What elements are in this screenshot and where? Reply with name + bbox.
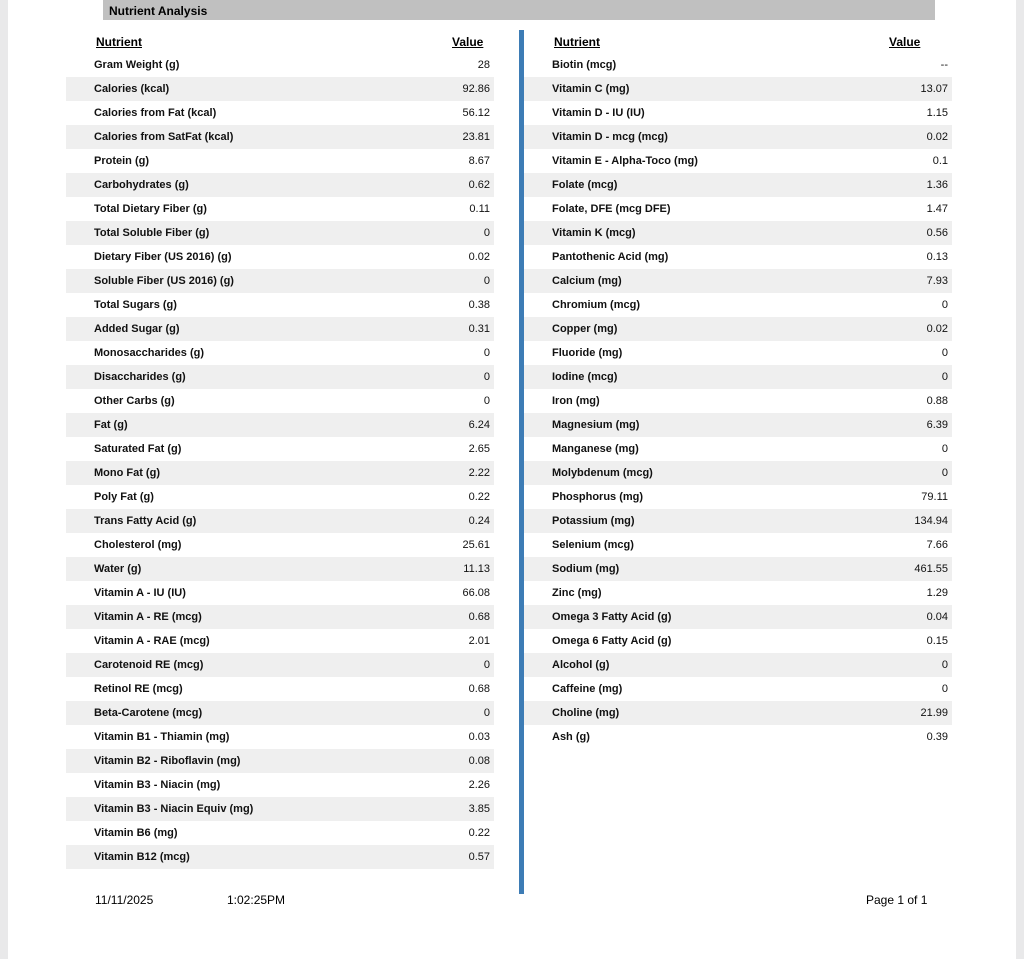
nutrient-row [66,701,494,725]
nutrient-value: 0 [941,347,948,359]
nutrient-row [524,269,952,293]
nutrient-value: 0.39 [926,731,948,743]
nutrient-row [66,773,494,797]
nutrient-name: Omega 6 Fatty Acid (g) [552,635,672,647]
nutrient-row [524,77,952,101]
nutrient-row [66,149,494,173]
nutrient-name: Carbohydrates (g) [94,179,189,191]
nutrient-row [66,461,494,485]
nutrient-row [66,797,494,821]
nutrient-value: 0 [941,659,948,671]
nutrient-name: Dietary Fiber (US 2016) (g) [94,251,232,263]
nutrient-value: 11.13 [463,563,490,575]
nutrient-value: 0.1 [932,155,948,167]
nutrient-value: 0 [483,227,490,239]
nutrient-row [66,293,494,317]
report-date: 11/11/2025 [95,893,154,907]
nutrient-row [524,221,952,245]
nutrient-name: Trans Fatty Acid (g) [94,515,197,527]
nutrient-value: 0.13 [926,251,948,263]
nutrient-value: 2.65 [468,443,490,455]
nutrient-row [524,557,952,581]
nutrient-row [66,365,494,389]
nutrient-name: Total Sugars (g) [94,299,177,311]
nutrient-name: Calcium (mg) [552,275,622,287]
nutrient-value: 0.02 [468,251,490,263]
right-nutrient-header: Nutrient [554,35,600,49]
nutrient-name: Total Soluble Fiber (g) [94,227,210,239]
nutrient-value: 0.22 [468,827,490,839]
nutrient-value: 0.38 [468,299,490,311]
nutrient-row [66,485,494,509]
nutrient-name: Calories from SatFat (kcal) [94,131,234,143]
nutrient-value: 1.29 [926,587,948,599]
nutrient-row [524,413,952,437]
nutrient-name: Calories (kcal) [94,83,170,95]
nutrient-row [524,437,952,461]
nutrient-name: Molybdenum (mcg) [552,467,653,479]
nutrient-value: 2.22 [468,467,490,479]
nutrient-name: Fat (g) [94,419,128,431]
nutrient-row [524,701,952,725]
nutrient-row [66,821,494,845]
nutrient-name: Biotin (mcg) [552,59,617,71]
nutrient-name: Iron (mg) [552,395,600,407]
report-title: Nutrient Analysis [103,0,935,20]
nutrient-name: Copper (mg) [552,323,618,335]
nutrient-row [66,245,494,269]
nutrient-value: 8.67 [468,155,490,167]
nutrient-name: Saturated Fat (g) [94,443,182,455]
nutrient-row [66,725,494,749]
nutrient-row [66,269,494,293]
nutrient-name: Vitamin B3 - Niacin Equiv (mg) [94,803,254,815]
nutrient-name: Vitamin B2 - Riboflavin (mg) [94,755,241,767]
nutrient-value: 0.57 [468,851,490,863]
nutrient-value: 0.04 [926,611,948,623]
nutrient-name: Added Sugar (g) [94,323,180,335]
nutrient-row [66,101,494,125]
nutrient-value: 0.02 [926,323,948,335]
nutrient-row [524,173,952,197]
nutrient-row [524,317,952,341]
page-number: Page 1 of 1 [866,893,928,907]
nutrient-value: 3.85 [468,803,490,815]
nutrient-row [66,653,494,677]
nutrient-row [66,677,494,701]
nutrient-name: Gram Weight (g) [94,59,180,71]
nutrient-row [524,389,952,413]
nutrient-value: 28 [477,59,490,71]
nutrient-value: 0 [483,707,490,719]
nutrient-value: -- [940,59,948,71]
nutrient-value: 0.24 [468,515,490,527]
nutrient-row [524,341,952,365]
nutrient-name: Vitamin D - IU (IU) [552,107,645,119]
nutrient-row [524,365,952,389]
nutrient-name: Zinc (mg) [552,587,602,599]
nutrient-row [66,557,494,581]
nutrient-row [66,437,494,461]
nutrient-row [66,605,494,629]
nutrient-name: Omega 3 Fatty Acid (g) [552,611,672,623]
nutrient-name: Selenium (mcg) [552,539,634,551]
nutrient-table-left [66,53,494,869]
nutrient-value: 0.68 [468,611,490,623]
nutrient-value: 13.07 [920,83,948,95]
nutrient-name: Vitamin A - RE (mcg) [94,611,202,623]
nutrient-row [524,725,952,749]
nutrient-value: 2.01 [468,635,490,647]
nutrient-name: Retinol RE (mcg) [94,683,183,695]
nutrient-name: Calories from Fat (kcal) [94,107,217,119]
nutrient-value: 23.81 [462,131,490,143]
nutrient-row [66,197,494,221]
nutrient-row [524,509,952,533]
nutrient-value: 92.86 [462,83,490,95]
nutrient-row [66,533,494,557]
nutrient-row [66,509,494,533]
nutrient-value: 7.93 [926,275,948,287]
nutrient-row [524,125,952,149]
nutrient-row [524,653,952,677]
nutrient-row [66,749,494,773]
nutrient-name: Water (g) [94,563,142,575]
nutrient-row [524,101,952,125]
nutrient-row [524,149,952,173]
nutrient-value: 0.02 [926,131,948,143]
nutrient-row [524,485,952,509]
nutrient-name: Vitamin B1 - Thiamin (mg) [94,731,230,743]
nutrient-name: Chromium (mcg) [552,299,640,311]
nutrient-name: Magnesium (mg) [552,419,640,431]
report-time: 1:02:25PM [227,893,286,907]
nutrient-value: 0.08 [468,755,490,767]
nutrient-name: Poly Fat (g) [94,491,154,503]
nutrient-name: Alcohol (g) [552,659,610,671]
nutrient-name: Folate, DFE (mcg DFE) [552,203,671,215]
nutrient-value: 0 [941,467,948,479]
nutrient-name: Mono Fat (g) [94,467,160,479]
nutrient-name: Protein (g) [94,155,149,167]
nutrient-row [66,413,494,437]
nutrient-name: Monosaccharides (g) [94,347,205,359]
nutrient-row [66,629,494,653]
nutrient-name: Total Dietary Fiber (g) [94,203,207,215]
nutrient-value: 21.99 [920,707,948,719]
nutrient-value: 0.88 [926,395,948,407]
nutrient-name: Other Carbs (g) [94,395,175,407]
nutrient-value: 0.68 [468,683,490,695]
nutrient-row [524,197,952,221]
nutrient-row [66,173,494,197]
nutrient-table-right [524,53,952,749]
nutrient-row [524,677,952,701]
nutrient-value: 1.15 [926,107,948,119]
nutrient-row [66,341,494,365]
nutrient-name: Vitamin K (mcg) [552,227,636,239]
nutrient-value: 66.08 [462,587,490,599]
nutrient-value: 0 [483,659,490,671]
nutrient-name: Carotenoid RE (mcg) [94,659,204,671]
nutrient-row [524,461,952,485]
nutrient-name: Pantothenic Acid (mg) [552,251,669,263]
nutrient-name: Cholesterol (mg) [94,539,182,551]
nutrient-row [66,221,494,245]
nutrient-name: Potassium (mg) [552,515,635,527]
left-value-header: Value [452,35,484,49]
nutrient-name: Iodine (mcg) [552,371,618,383]
nutrient-name: Disaccharides (g) [94,371,186,383]
nutrient-row [524,245,952,269]
nutrient-value: 0.62 [468,179,490,191]
nutrient-value: 0 [483,395,490,407]
nutrient-value: 0.22 [468,491,490,503]
right-value-header: Value [889,35,921,49]
nutrient-row [524,53,952,77]
nutrient-name: Folate (mcg) [552,179,618,191]
nutrient-value: 56.12 [462,107,490,119]
nutrient-value: 134.94 [914,515,948,527]
nutrient-name: Fluoride (mg) [552,347,623,359]
nutrient-value: 0 [941,371,948,383]
nutrient-value: 6.24 [468,419,490,431]
nutrient-name: Vitamin D - mcg (mcg) [552,131,668,143]
nutrient-row [524,581,952,605]
nutrient-name: Caffeine (mg) [552,683,623,695]
nutrient-value: 0.15 [926,635,948,647]
nutrient-value: 0 [483,347,490,359]
nutrient-name: Soluble Fiber (US 2016) (g) [94,275,234,287]
nutrient-value: 25.61 [462,539,490,551]
nutrient-value: 0.03 [468,731,490,743]
nutrient-row [524,293,952,317]
nutrient-value: 0 [483,275,490,287]
nutrient-row [524,629,952,653]
nutrient-row [66,77,494,101]
nutrient-value: 461.55 [914,563,948,575]
nutrient-name: Manganese (mg) [552,443,639,455]
nutrient-value: 0 [941,443,948,455]
nutrient-value: 0 [941,683,948,695]
nutrient-value: 1.36 [926,179,948,191]
nutrient-name: Beta-Carotene (mcg) [94,707,203,719]
nutrient-value: 0 [941,299,948,311]
nutrient-name: Vitamin C (mg) [552,83,630,95]
left-nutrient-header: Nutrient [96,35,142,49]
nutrient-value: 2.26 [468,779,490,791]
nutrient-value: 0.11 [469,203,490,215]
nutrient-row [66,389,494,413]
nutrient-row [66,317,494,341]
nutrient-row [66,845,494,869]
nutrient-value: 7.66 [926,539,948,551]
nutrient-row [66,125,494,149]
nutrient-name: Vitamin E - Alpha-Toco (mg) [552,155,698,167]
nutrient-name: Choline (mg) [552,707,620,719]
nutrient-row [66,581,494,605]
nutrient-value: 6.39 [926,419,948,431]
nutrient-name: Sodium (mg) [552,563,620,575]
nutrient-name: Vitamin B6 (mg) [94,827,178,839]
nutrient-value: 1.47 [926,203,948,215]
nutrient-value: 0.56 [926,227,948,239]
nutrient-name: Ash (g) [552,731,590,743]
nutrient-row [524,533,952,557]
nutrient-value: 0.31 [468,323,490,335]
nutrient-name: Vitamin A - IU (IU) [94,587,186,599]
nutrient-name: Vitamin A - RAE (mcg) [94,635,210,647]
nutrient-value: 79.11 [921,491,948,503]
nutrient-row [524,605,952,629]
nutrient-value: 0 [483,371,490,383]
nutrient-name: Vitamin B12 (mcg) [94,851,190,863]
nutrient-name: Phosphorus (mg) [552,491,644,503]
nutrient-row [66,53,494,77]
nutrient-name: Vitamin B3 - Niacin (mg) [94,779,221,791]
